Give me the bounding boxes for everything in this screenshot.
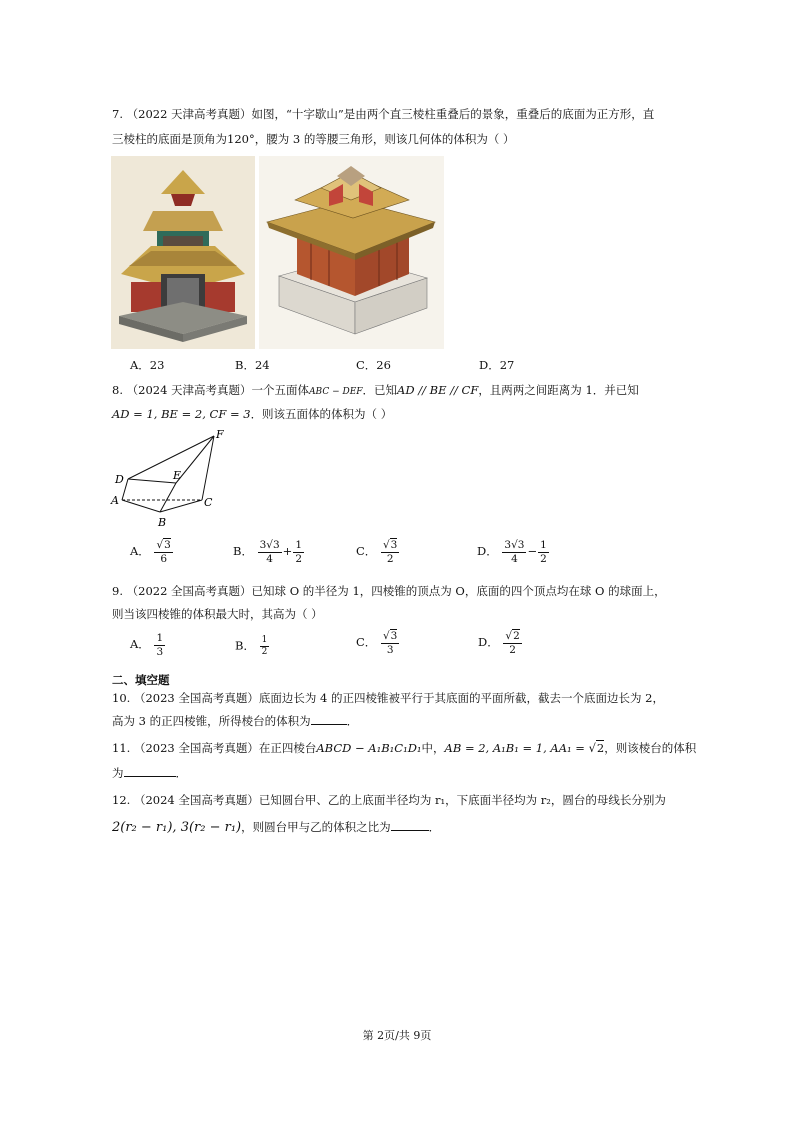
fig-label-b: B [158,516,167,529]
q7-line1: 7. （2022 天津高考真题）如图，“十字歇山”是由两个直三棱柱重叠后的景象，重叠后的底面为正方形，直 [112,107,655,121]
fig-label-f: F [216,428,224,441]
q11-line1: 11. （2023 全国高考真题）在正四棱台ABCD − A₁B₁C₁D₁中，AB = 2, A₁B₁ = 1, AA₁ = √2，则该棱台的体积 [112,741,697,755]
q11-line2: 为 ． [112,766,187,780]
section-fill-in-title: 二、填空题 [112,673,170,687]
fig-label-d: D [115,473,124,486]
q10-line1: 10. （2023 全国高考真题）底面边长为 4 的正四棱锥被平行于其底面的平面所截，截去一个底面边长为 2， [112,691,664,705]
q7-option-c: C．26 [356,358,391,372]
q9-option-a: A． $\frac{1}{3}$ [130,632,164,658]
q9-option-c: C． $\frac{√3}{3}$ [356,630,398,656]
q12-line1: 12. （2024 全国高考真题）已知圆台甲、乙的上底面半径均为 r₁，下底面半径均为 r₂，圆台的母线长分别为 [112,793,666,807]
pavilion-drawing-image [259,156,444,349]
q8-line2 [112,406,392,422]
q11-answer-blank[interactable] [124,775,176,777]
q8-option-d: D． $\frac{3√3}{4}$ − $\frac{1}{2}$ [477,539,547,565]
q7-line2: 三棱柱的底面是顶角为120°，腰为 3 的等腰三角形，则该几何体的体积为（ ） [112,132,515,146]
q12-lengths: 2(r₂ − r₁), 3(r₂ − r₁) [112,820,242,835]
pentahedron-figure [108,426,228,530]
q8-parallel: AD // BE // CF [397,383,479,397]
q9-option-d: D． $\frac{√2}{2}$ [478,630,520,656]
q8-solid-name: ABC − DEF [309,387,363,397]
q7-option-a: A．23 [130,358,165,372]
q10-line2: 高为 3 的正四棱锥，所得棱台的体积为 ． [112,714,359,728]
page-number: 第 2页/共 9页 [362,1029,432,1042]
q8-line2-suffix: ．则该五面体的体积为（ ） [250,407,393,421]
q8-mid: ．已知 [362,383,398,397]
q7-option-d: D．27 [479,358,515,372]
q11-conditions: AB = 2, A₁B₁ = 1, AA₁ = [444,741,589,755]
fig-label-c: C [204,496,213,509]
q7-option-b: B．24 [235,358,270,372]
fig-label-e: E [173,469,182,482]
q8-line1 [112,382,639,400]
q10-answer-blank[interactable] [311,723,347,725]
q11-frustum-name: ABCD − A₁B₁C₁D₁ [316,741,422,755]
q12-answer-blank[interactable] [391,829,429,831]
fig-label-a: A [111,494,119,507]
q8-suffix: ，且两两之间距离为 1．并已知 [478,383,639,397]
q9-option-b: B． $\frac{1}{2}$ [235,635,268,657]
pavilion-exploded-image [111,156,255,349]
q8-option-c: C． $\frac{√3}{2}$ [356,539,398,565]
q9-line2: 则当该四棱锥的体积最大时，其高为（ ） [112,607,323,621]
q9-line1: 9. （2022 全国高考真题）已知球 O 的半径为 1，四棱锥的顶点为 O，底面的四个顶点均在球 O 的球面上， [112,584,666,598]
q8-prefix: 8. （2024 天津高考真题）一个五面体 [112,383,310,397]
q12-line2: 2(r₂ − r₁), 3(r₂ − r₁)，则圆台甲与乙的体积之比为 ． [112,820,441,835]
q8-option-b: B． $\frac{3√3}{4}$ + $\frac{1}{2}$ [233,539,302,565]
q8-option-a: A． $\frac{√3}{6}$ [130,539,171,565]
q8-lengths: AD = 1, BE = 2, CF = 3 [112,407,251,421]
